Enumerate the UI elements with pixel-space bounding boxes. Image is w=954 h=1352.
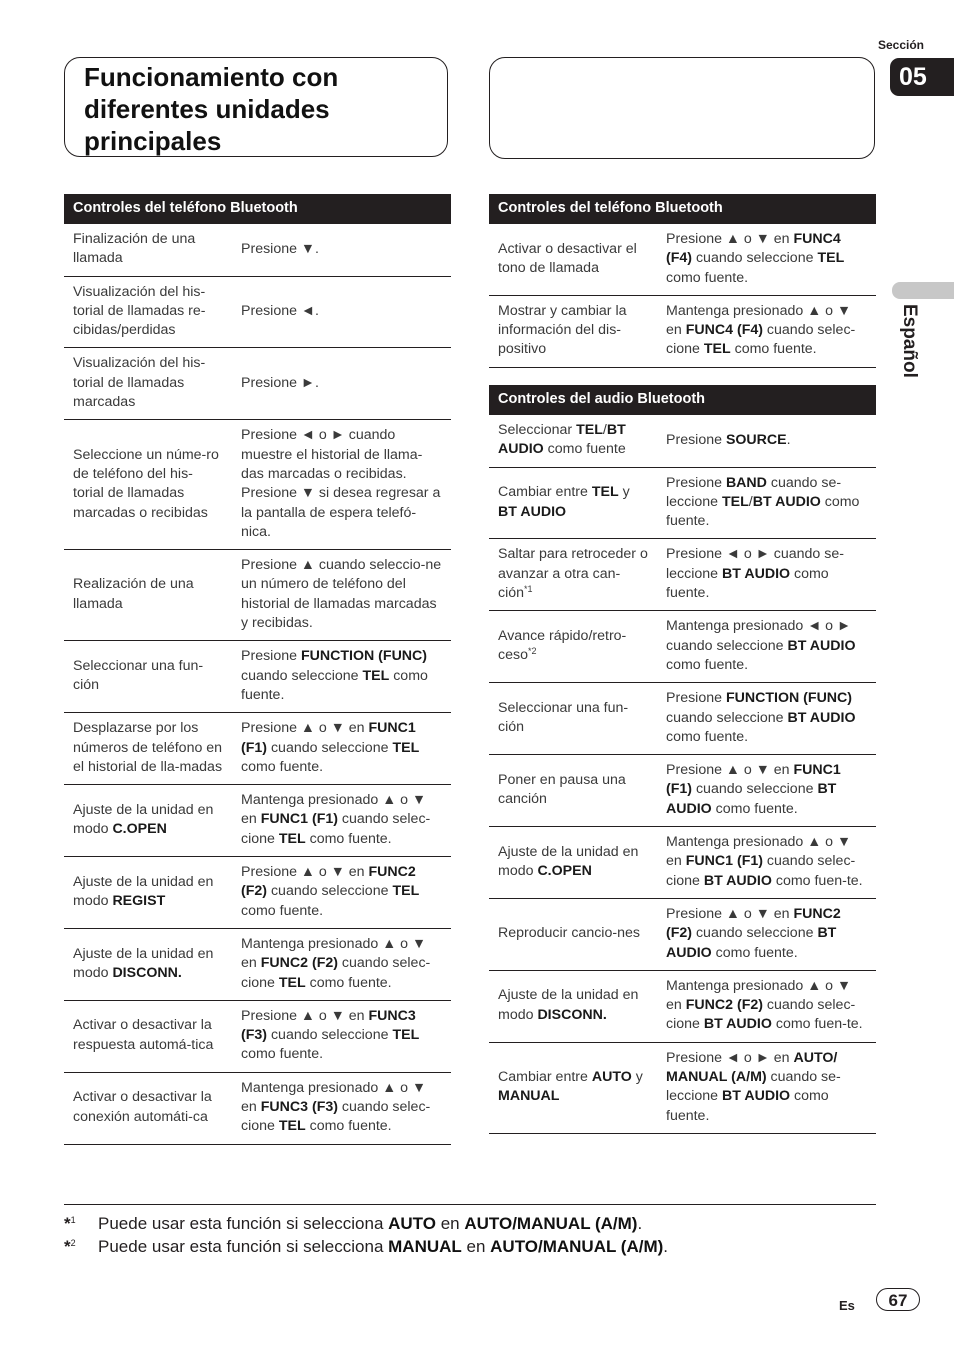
- action-cell: Saltar para retroceder o avanzar a otra can-ción$^{*1}$: [489, 539, 656, 611]
- action-cell: Desplazarse por los números de teléfono en el historial de lla-madas: [64, 713, 231, 785]
- action-cell: Visualización del his-torial de llamadas marcadas: [64, 348, 231, 420]
- instruction-cell: Presione ▲ o ▼ en FUNC2 (F2) cuando seleccione BT AUDIO como fuente.: [656, 898, 876, 970]
- table-row: [64, 550, 451, 641]
- instruction-cell: Presione SOURCE.: [656, 415, 876, 467]
- instruction-cell: Presione ▲ o ▼ en FUNC4 (F4) cuando seleccione TEL como fuente.: [656, 224, 876, 295]
- instruction-cell: Mantenga presionado ▲ o ▼ en FUNC2 (F2) cuando selec-cione BT AUDIO como fuen-te.: [656, 970, 876, 1042]
- table-row: [489, 224, 876, 295]
- instruction-cell: Presione ▲ cuando seleccio-ne un número de teléfono del historial de llamadas marcadas y recibidas.: [231, 550, 451, 641]
- action-cell: Activar o desactivar el tono de llamada: [489, 224, 656, 295]
- instruction-cell: Mantenga presionado ▲ o ▼ en FUNC4 (F4) cuando selec-cione TEL como fuente.: [656, 295, 876, 367]
- table-row: [489, 467, 876, 539]
- instruction-cell: Presione ◄ o ► cuando muestre el historial de llama-das marcadas o recibidas. Presione ▼ si desea regresar a la pantalla de espera telefó-nica.: [231, 420, 451, 550]
- action-cell: Ajuste de la unidad en modo DISCONN.: [64, 928, 231, 1000]
- instruction-cell: Presione ◄ o ► cuando se-leccione BT AUDIO como fuente.: [656, 539, 876, 611]
- table-header: Controles del teléfono Bluetooth: [489, 194, 876, 224]
- table-row: [489, 970, 876, 1042]
- footnote-2: [64, 1237, 668, 1257]
- instruction-cell: Presione ◄.: [231, 276, 451, 348]
- table-row: [489, 415, 876, 467]
- action-cell: Activar o desactivar la conexión automáti-ca: [64, 1072, 231, 1144]
- table-row: [64, 857, 451, 929]
- table-header: Controles del audio Bluetooth: [489, 385, 876, 415]
- instruction-cell: Mantenga presionado ▲ o ▼ en FUNC1 (F1) cuando selec-cione BT AUDIO como fuen-te.: [656, 827, 876, 899]
- footnote-text: Puede usar esta función si selecciona MANUAL en AUTO/MANUAL (A/M).: [98, 1237, 669, 1256]
- table-row: [489, 755, 876, 827]
- instruction-cell: Presione ◄ o ► en AUTO/ MANUAL (A/M) cuando se-leccione BT AUDIO como fuente.: [656, 1042, 876, 1133]
- action-cell: Seleccionar TEL/BT AUDIO como fuente: [489, 415, 656, 467]
- instruction-cell: Presione ▲ o ▼ en FUNC3 (F3) cuando seleccione TEL como fuente.: [231, 1000, 451, 1072]
- table-row: [64, 785, 451, 857]
- instruction-cell: Presione ►.: [231, 348, 451, 420]
- table-row: [489, 539, 876, 611]
- footnote-text: Puede usar esta función si selecciona AUTO en AUTO/MANUAL (A/M).: [98, 1214, 643, 1233]
- section-label: Sección: [877, 38, 925, 52]
- action-cell: Seleccionar una fun-ción: [64, 641, 231, 713]
- table-row: [489, 898, 876, 970]
- action-cell: Ajuste de la unidad en modo C.OPEN: [489, 827, 656, 899]
- page-number: 67: [876, 1288, 920, 1311]
- table-row: [64, 641, 451, 713]
- table-row: [489, 1042, 876, 1133]
- footnote-mark: *$^2$: [64, 1237, 76, 1256]
- empty-frame: [489, 57, 875, 159]
- title-box: [64, 57, 448, 157]
- language-label: Español: [899, 304, 920, 378]
- instruction-cell: Mantenga presionado ▲ o ▼ en FUNC2 (F2) cuando selec-cione TEL como fuente.: [231, 928, 451, 1000]
- footnote-divider: [64, 1204, 876, 1205]
- action-cell: Realización de una llamada: [64, 550, 231, 641]
- language-bar: [892, 282, 954, 299]
- section-number-tab: 05: [890, 58, 954, 96]
- instruction-cell: Mantenga presionado ▲ o ▼ en FUNC3 (F3) cuando selec-cione TEL como fuente.: [231, 1072, 451, 1144]
- action-cell: Ajuste de la unidad en modo DISCONN.: [489, 970, 656, 1042]
- table-row: [64, 224, 451, 276]
- bluetooth-phone-controls-table-1: [64, 194, 451, 1145]
- footnote-mark: *$^1$: [64, 1214, 76, 1233]
- table-row: [64, 1072, 451, 1144]
- action-cell: Ajuste de la unidad en modo REGIST: [64, 857, 231, 929]
- instruction-cell: Presione ▲ o ▼ en FUNC2 (F2) cuando seleccione TEL como fuente.: [231, 857, 451, 929]
- table-row: [489, 827, 876, 899]
- instruction-cell: Presione ▼.: [231, 224, 451, 276]
- instruction-cell: Presione FUNCTION (FUNC) cuando seleccione TEL como fuente.: [231, 641, 451, 713]
- instruction-cell: Presione FUNCTION (FUNC) cuando seleccione BT AUDIO como fuente.: [656, 683, 876, 755]
- action-cell: Seleccionar una fun-ción: [489, 683, 656, 755]
- bluetooth-phone-controls-table-2: [489, 194, 876, 368]
- instruction-cell: Presione BAND cuando se-leccione TEL/BT AUDIO como fuente.: [656, 467, 876, 539]
- action-cell: Activar o desactivar la respuesta automá-tica: [64, 1000, 231, 1072]
- action-cell: Visualización del his-torial de llamadas re-cibidas/perdidas: [64, 276, 231, 348]
- action-cell: Seleccione un núme-ro de teléfono del his-torial de llamadas marcadas o recibidas: [64, 420, 231, 550]
- action-cell: Finalización de una llamada: [64, 224, 231, 276]
- bluetooth-audio-controls-table: [489, 385, 876, 1134]
- table-row: [64, 276, 451, 348]
- instruction-cell: Mantenga presionado ◄ o ► cuando seleccione BT AUDIO como fuente.: [656, 611, 876, 683]
- action-cell: Cambiar entre TEL y BT AUDIO: [489, 467, 656, 539]
- action-cell: Poner en pausa una canción: [489, 755, 656, 827]
- table-row: [64, 348, 451, 420]
- action-cell: Avance rápido/retro-ceso$^{*2}$: [489, 611, 656, 683]
- page-title: Funcionamiento con diferentes unidades principales: [84, 62, 339, 156]
- table-row: [64, 928, 451, 1000]
- table-row: [489, 295, 876, 367]
- instruction-cell: Presione ▲ o ▼ en FUNC1 (F1) cuando seleccione TEL como fuente.: [231, 713, 451, 785]
- action-cell: Cambiar entre AUTO y MANUAL: [489, 1042, 656, 1133]
- action-cell: Ajuste de la unidad en modo C.OPEN: [64, 785, 231, 857]
- table-row: [64, 1000, 451, 1072]
- table-row: [64, 420, 451, 550]
- table-row: [489, 683, 876, 755]
- table-row: [64, 713, 451, 785]
- instruction-cell: Mantenga presionado ▲ o ▼ en FUNC1 (F1) cuando selec-cione TEL como fuente.: [231, 785, 451, 857]
- table-header: Controles del teléfono Bluetooth: [64, 194, 451, 224]
- footnote-1: [64, 1214, 642, 1234]
- action-cell: Mostrar y cambiar la información del dis-positivo: [489, 295, 656, 367]
- instruction-cell: Presione ▲ o ▼ en FUNC1 (F1) cuando seleccione BT AUDIO como fuente.: [656, 755, 876, 827]
- language-code: Es: [839, 1298, 855, 1313]
- action-cell: Reproducir cancio-nes: [489, 898, 656, 970]
- table-row: [489, 611, 876, 683]
